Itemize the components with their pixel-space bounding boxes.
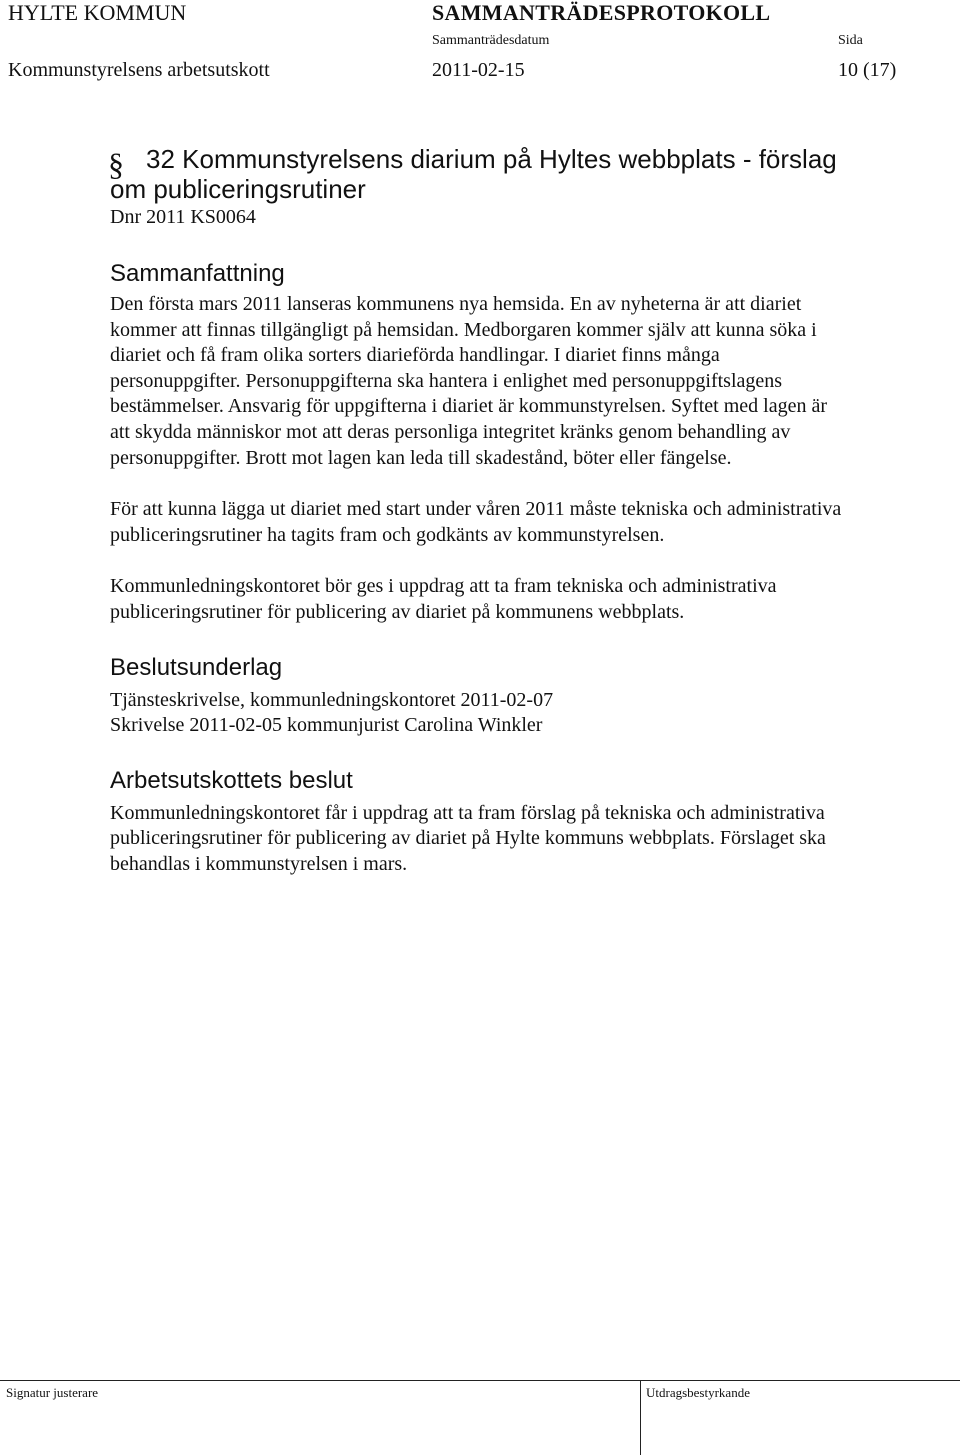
footer-divider [640,1381,641,1455]
text-line: publiceringsrutiner ha tagits fram och godkänts av kommunstyrelsen. [110,523,665,546]
document-body [110,144,930,878]
page-label: Sida [838,33,863,48]
document-type: SAMMANTRÄDESPROTOKOLL [432,0,771,25]
text-line: Den första mars 2011 lanseras kommunens nya hemsida. En av nyheterna är att diariet [110,293,802,315]
text-line: publiceringsrutiner för publicering av diariet på Hylte kommuns webbplats. Förslaget ska [110,827,826,850]
text-line: diariet och få fram olika sorters diarieförda handlingar. I diariet finns många [110,344,720,367]
committee-name: Kommunstyrelsens arbetsutskott [8,59,270,81]
extract-certification-label: Utdragsbestyrkande [646,1385,750,1400]
item-heading [108,144,930,182]
text-line: personuppgifter. Brott mot lagen kan leda till skadestånd, böter eller fängelse. [110,446,732,469]
page-number: 10 (17) [838,59,897,81]
decision-heading: Arbetsutskottets beslut [110,766,353,794]
decision-text [110,801,930,878]
text-line: publiceringsrutiner för publicering av diariet på kommunens webbplats. [110,600,685,623]
text-line: personuppgifter. Personuppgifterna ska hantera i enlighet med personuppgiftslagens [110,369,783,392]
text-line: För att kunna lägga ut diariet med start under våren 2011 måste tekniska och administrativa [110,498,842,521]
summary-paragraph-2 [110,497,930,548]
summary-heading: Sammanfattning [110,260,285,287]
item-title-line-2: om publiceringsrutiner [110,174,366,204]
summary-paragraph-3 [110,574,930,625]
text-line: Kommunledningskontoret bör ges i uppdrag att ta fram tekniska och administrativa [110,575,777,598]
text-line: bestämmelser. Ansvarig för uppgifterna i diariet är kommunstyrelsen. Syftet med lagen är [110,395,828,418]
basis-item: Tjänsteskrivelse, kommunledningskontoret 2011-02-07 [110,688,554,711]
summary-paragraph-1 [110,292,930,471]
text-line: behandlas i kommunstyrelsen i mars. [110,852,408,875]
text-line: kommer att finnas tillgängligt på hemsidan. Medborgaren kommer själv att kunna söka i [110,318,817,341]
basis-list [110,688,930,739]
basis-item: Skrivelse 2011-02-05 kommunjurist Carolina Winkler [110,714,543,737]
item-title-line-1: 32 Kommunstyrelsens diarium på Hyltes webbplats - förslag [146,144,837,174]
paragraph-sign: § [108,146,124,182]
meeting-date-label: Sammanträdesdatum [432,33,550,48]
meeting-date: 2011-02-15 [432,59,525,81]
signature-footer [0,1380,960,1455]
registration-number: Dnr 2011 KS0064 [110,206,256,228]
signature-label: Signatur justerare [6,1385,99,1400]
text-line: att skydda människor mot att deras personliga integritet kränks genom behandling av [110,420,791,443]
basis-heading: Beslutsunderlag [110,653,283,681]
municipality-name: HYLTE KOMMUN [8,0,187,25]
text-line: Kommunledningskontoret får i uppdrag att ta fram förslag på tekniska och administrativa [110,801,825,824]
